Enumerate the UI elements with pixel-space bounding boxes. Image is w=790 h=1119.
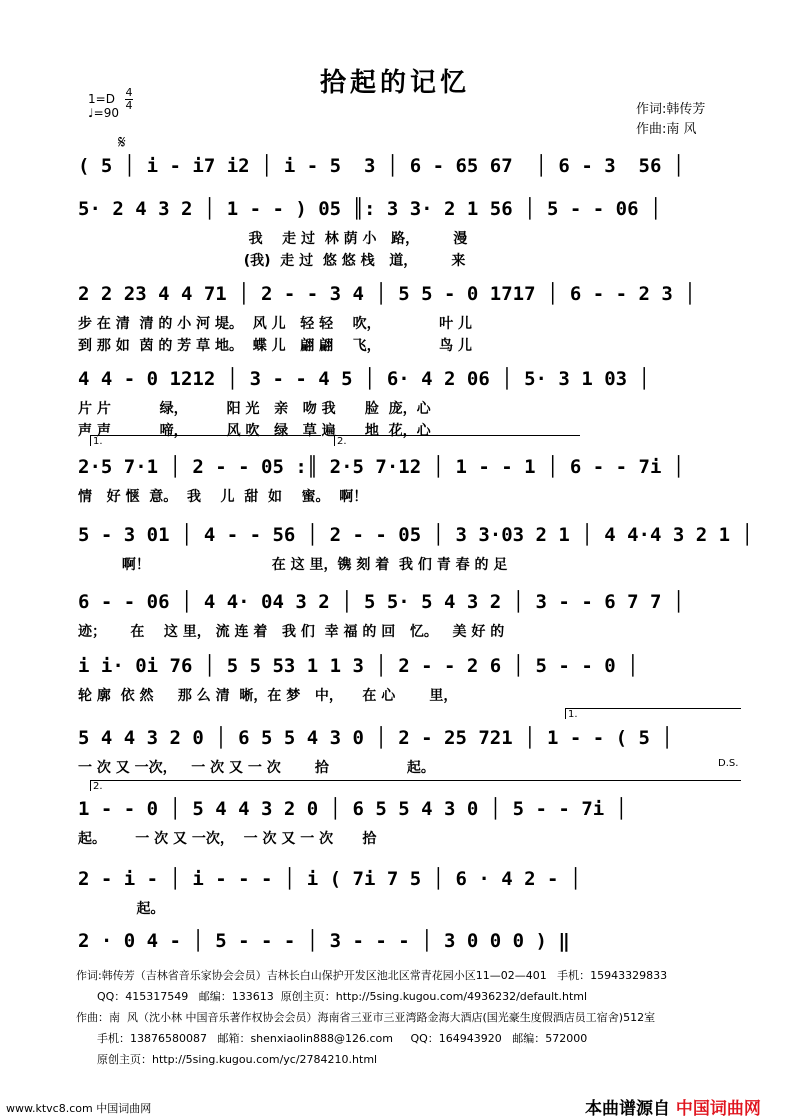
footer-line: 原创主页：http://5sing.kugou.com/yc/2784210.html [76,1053,378,1066]
lyric-line: 起。 [78,901,165,917]
time-signature [125,88,133,111]
key-signature: 1=D [88,92,115,106]
lyric-line: 情 好 惬 意。 我 儿 甜 如 蜜。 啊！ [78,489,368,505]
source-prefix: 本曲谱源自 [585,1099,670,1119]
lyric-line: 轮 廓 依 然 那 么 清 晰，在 梦 中， 在 心 里， [78,688,458,704]
composer: 作曲:南 风 [636,122,697,137]
lyric-line: 起。 一 次 又 一次， 一 次 又 一 次 拾 [78,831,377,847]
segno-icon: 𝄋 [118,132,126,153]
lyric-line: 迹； 在 这 里， 流 连 着 我 们 幸 福 的 回 忆。 美 好 的 [78,624,505,640]
ds-mark: D.S. [718,758,739,769]
note-line: 1 - - 0 │ 5 4 4 3 2 0 │ 6 5 5 4 3 0 │ 5 - - 7i │ [78,798,628,820]
lyric-line: 啊！ 在 这 里，镌 刻 着 我 们 青 春 的 足 [78,557,508,573]
note-line: ( 5 │ i - i7 i2 │ i - 5 3 │ 6 - 65 67 │ 6 - 3 56 │ [78,155,685,177]
note-line: 2 - i - │ i - - - │ i ( 7i 7 5 │ 6 · 4 2 - │ [78,868,582,890]
lyric-line: 我 走 过 林 荫 小 路， 漫 [78,231,468,247]
note-line: 2 · 0 4 - │ 5 - - - │ 3 - - - │ 3 0 0 0 ) ‖ [78,930,570,952]
lyric-line: 片 片 绿， 阳 光 亲 吻 我 脸 庞，心 [78,401,431,417]
footer-line: 作曲：南 风（沈小林 中国音乐著作权协会会员）海南省三亚市三亚湾路金海大酒店(国光豪生度假酒店员工宿舍)512室 [76,1011,656,1024]
note-line: 4 4 - 0 1212 │ 3 - - 4 5 │ 6· 4 2 06 │ 5· 3 1 03 │ [78,368,650,390]
time-sig-top: 4 [125,86,133,99]
volta-2-label: 2. [337,436,347,447]
footer-line: 手机：13876580087 邮箱：shenxiaolin888@126.com QQ：164943920 邮编：572000 [76,1032,588,1045]
site-watermark-right [585,1094,761,1119]
credits [636,100,705,140]
volta-2-alt-label: 2. [93,781,103,792]
site-watermark-left: www.ktvc8.com 中国词曲网 [6,1102,152,1115]
lyric-line: 声 声 啼， 风 吹 绿 草 遍 地 花，心 [78,423,431,439]
lyric-line: (我) 走 过 悠 悠 栈 道， 来 [78,253,466,269]
note-line: 5· 2 4 3 2 │ 1 - - ) 05 ║: 3 3· 2 1 56 │ 5 - - 06 │ [78,198,662,220]
footer-line: QQ：415317549 邮编：133613 原创主页：http://5sing.kugou.com/4936232/default.html [76,990,588,1003]
footer-line: 作词:韩传芳（吉林省音乐家协会会员）吉林长白山保护开发区池北区常青花园小区11—02—401 手机：15943329833 [76,969,668,982]
lyric-line: 步 在 清 清 的 小 河 堤。 风 儿 轻 轻 吹， 叶 儿 [78,316,472,332]
note-line: i i· 0i 76 │ 5 5 53 1 1 3 │ 2 - - 2 6 │ 5 - - 0 │ [78,655,639,677]
lyricist: 作词:韩传芳 [636,102,706,117]
tempo-marking: ♩=90 [88,106,119,120]
note-line: 2·5 7·1 │ 2 - - 05 :║ 2·5 7·12 │ 1 - - 1 │ 6 - - 7i │ [78,456,685,478]
note-line: 2 2 23 4 4 71 │ 2 - - 3 4 │ 5 5 - 0 1717 │ 6 - - 2 3 │ [78,283,696,305]
volta-1-label: 1. [568,709,578,720]
volta-2 [334,435,580,446]
volta-2-alt [90,780,741,791]
song-title: 拾起的记忆 [319,68,470,98]
volta-1-alt [90,435,321,446]
source-name: 中国词曲网 [675,1099,761,1119]
note-line: 6 - - 06 │ 4 4· 04 3 2 │ 5 5· 5 4 3 2 │ 3 - - 6 7 7 │ [78,591,685,613]
note-line: 5 4 4 3 2 0 │ 6 5 5 4 3 0 │ 2 - 25 721 │ 1 - - ( 5 │ [78,727,673,749]
lyric-line: 到 那 如 茵 的 芳 草 地。 蝶 儿 翩 翩 飞， 鸟 儿 [78,338,472,354]
time-sig-bottom: 4 [125,99,133,112]
key-and-tempo [88,92,119,120]
lyric-line: 一 次 又 一次， 一 次 又 一 次 拾 起。 [78,760,435,776]
volta-1 [565,708,741,719]
volta-1-alt-label: 1. [93,436,103,447]
note-line: 5 - 3 01 │ 4 - - 56 │ 2 - - 05 │ 3 3·03 2 1 │ 4 4·4 3 2 1 │ [78,524,753,546]
